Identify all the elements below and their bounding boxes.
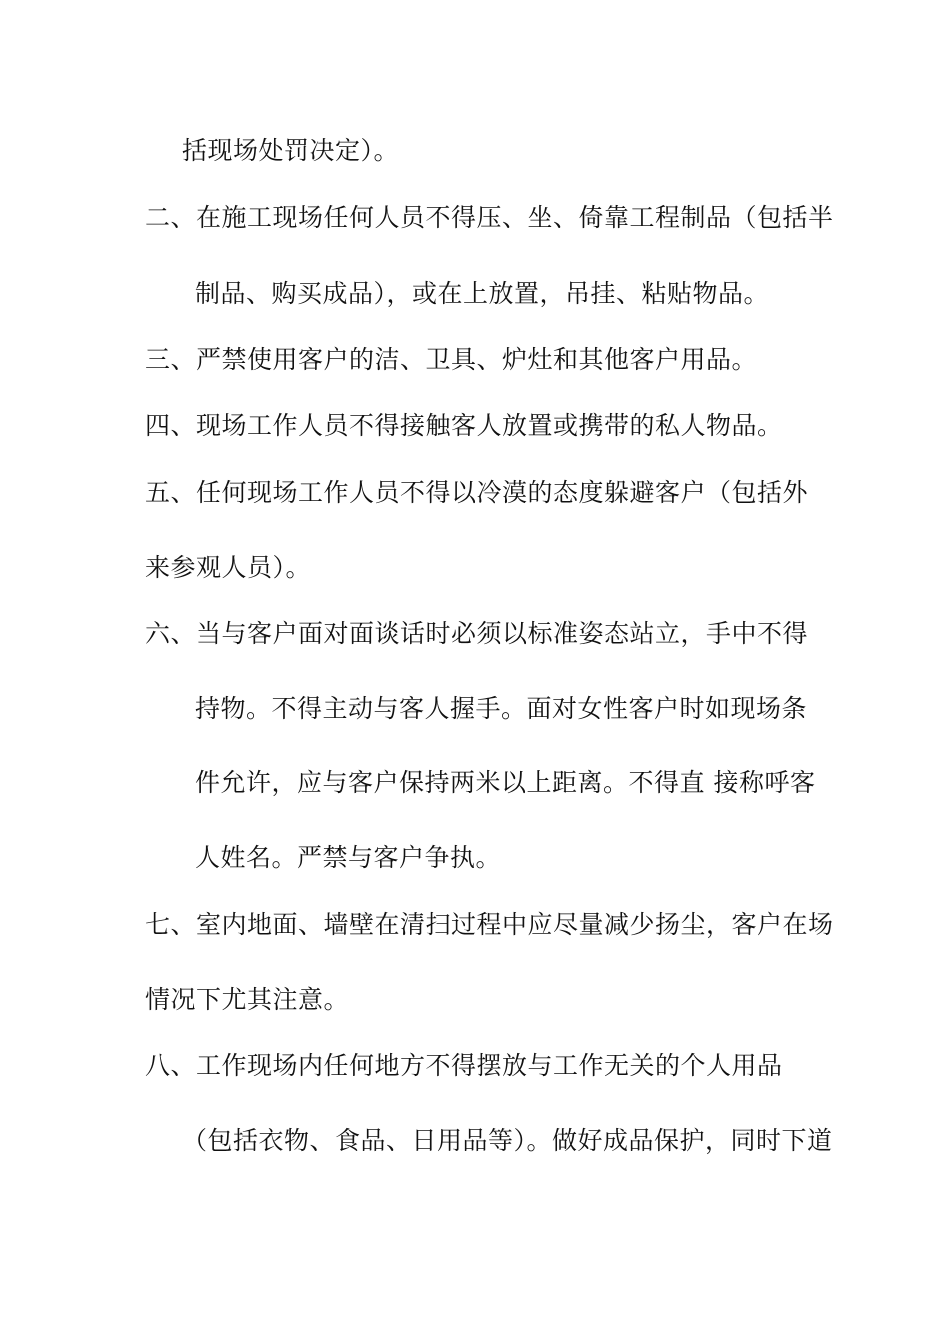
clause-2-line-1: 二、在施工现场任何人员不得压、坐、倚靠工程制品（包括半 xyxy=(145,203,834,232)
clause-6-line-3: 件允许，应与客户保持两米以上距离。不得直 接称呼客 xyxy=(195,768,816,797)
clause-8-line-2: （包括衣物、食品、日用品等）。做好成品保护，同时下道 xyxy=(182,1126,833,1155)
clause-6-line-2: 持物。不得主动与客人握手。面对女性客户时如现场条 xyxy=(195,694,808,723)
clause-6-line-1: 六、当与客户面对面谈话时必须以标准姿态站立，手中不得 xyxy=(145,619,809,648)
clause-5-line-2: 来参观人员）。 xyxy=(145,553,312,582)
clause-5-line-1: 五、任何现场工作人员不得以冷漠的态度躲避客户（包括外 xyxy=(145,478,809,507)
clause-2-line-2: 制品、购买成品），或在上放置，吊挂、粘贴物品。 xyxy=(195,279,770,308)
clause-6-line-4: 人姓名。严禁与客户争执。 xyxy=(195,843,502,872)
text-line-1: 括现场处罚决定）。 xyxy=(182,136,400,165)
clause-8-line-1: 八、工作现场内任何地方不得摆放与工作无关的个人用品 xyxy=(145,1051,783,1080)
clause-7-line-2: 情况下尤其注意。 xyxy=(145,985,350,1014)
clause-4: 四、现场工作人员不得接触客人放置或携带的私人物品。 xyxy=(145,411,783,440)
clause-7-line-1: 七、室内地面、墙壁在清扫过程中应尽量减少扬尘，客户在场 xyxy=(145,910,834,939)
clause-3: 三、严禁使用客户的洁、卫具、炉灶和其他客户用品。 xyxy=(145,345,758,374)
